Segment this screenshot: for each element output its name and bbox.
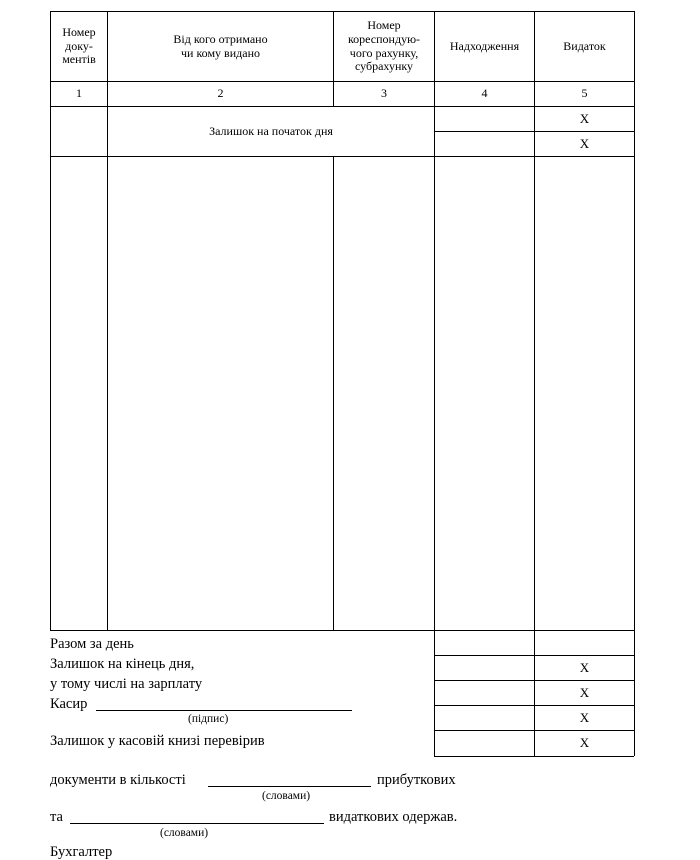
docs-count-prefix: документи в кількості xyxy=(50,772,186,788)
col-number-2: 2 xyxy=(217,86,224,101)
col2-col3-divider-body xyxy=(333,156,334,630)
body-bottom-line xyxy=(50,630,634,631)
accountant-label: Бухгалтер xyxy=(50,844,113,860)
closing-balance-label: Залишок на кінець дня, xyxy=(50,656,195,672)
totals-x-mark-4: X xyxy=(579,735,590,751)
totals-x-mark-1: X xyxy=(579,659,590,675)
col-number-1: 1 xyxy=(76,86,82,101)
salary-label: у тому числі на зарплату xyxy=(50,676,203,692)
docs-count-suffix: прибуткових xyxy=(377,772,456,788)
cashier-signature-line xyxy=(96,710,352,711)
expense-docs-line xyxy=(70,823,324,824)
header-doc-number: Номер доку-ментів xyxy=(62,24,96,67)
opening-balance-label: Залишок на початок дня xyxy=(209,123,333,138)
header-expense: Видаток xyxy=(563,38,606,53)
col-number-3: 3 xyxy=(381,86,387,101)
col-number-5: 5 xyxy=(581,86,588,101)
col3-col4-divider xyxy=(434,11,435,756)
header-account-number: Номер кореспондую-чого рахунку, субрахунку xyxy=(347,17,421,74)
docs-count-line xyxy=(208,786,371,787)
checked-by-label: Залишок у касовій книзі перевірив xyxy=(50,733,265,749)
and-prefix: та xyxy=(50,809,63,825)
signature-caption: (підпис) xyxy=(188,713,229,725)
in-words-caption-2: (словами) xyxy=(160,827,209,839)
totals-x-mark-2: X xyxy=(579,684,590,700)
cashier-label: Касир xyxy=(50,696,88,712)
totals-bottom-line xyxy=(434,756,634,757)
opening-x-mark-1: X xyxy=(579,110,590,126)
table-right-border xyxy=(634,11,635,756)
and-suffix: видаткових одержав. xyxy=(329,809,458,825)
header-from-whom: Від кого отримано чи кому видано xyxy=(173,31,268,60)
day-total-label: Разом за день xyxy=(50,636,134,652)
in-words-caption-1: (словами) xyxy=(262,790,311,802)
opening-x-mark-2: X xyxy=(579,135,590,151)
col-number-4: 4 xyxy=(481,86,488,101)
opening-balance-bottom-line xyxy=(50,156,634,157)
totals-x-mark-3: X xyxy=(579,709,590,725)
header-income: Надходження xyxy=(449,38,520,53)
